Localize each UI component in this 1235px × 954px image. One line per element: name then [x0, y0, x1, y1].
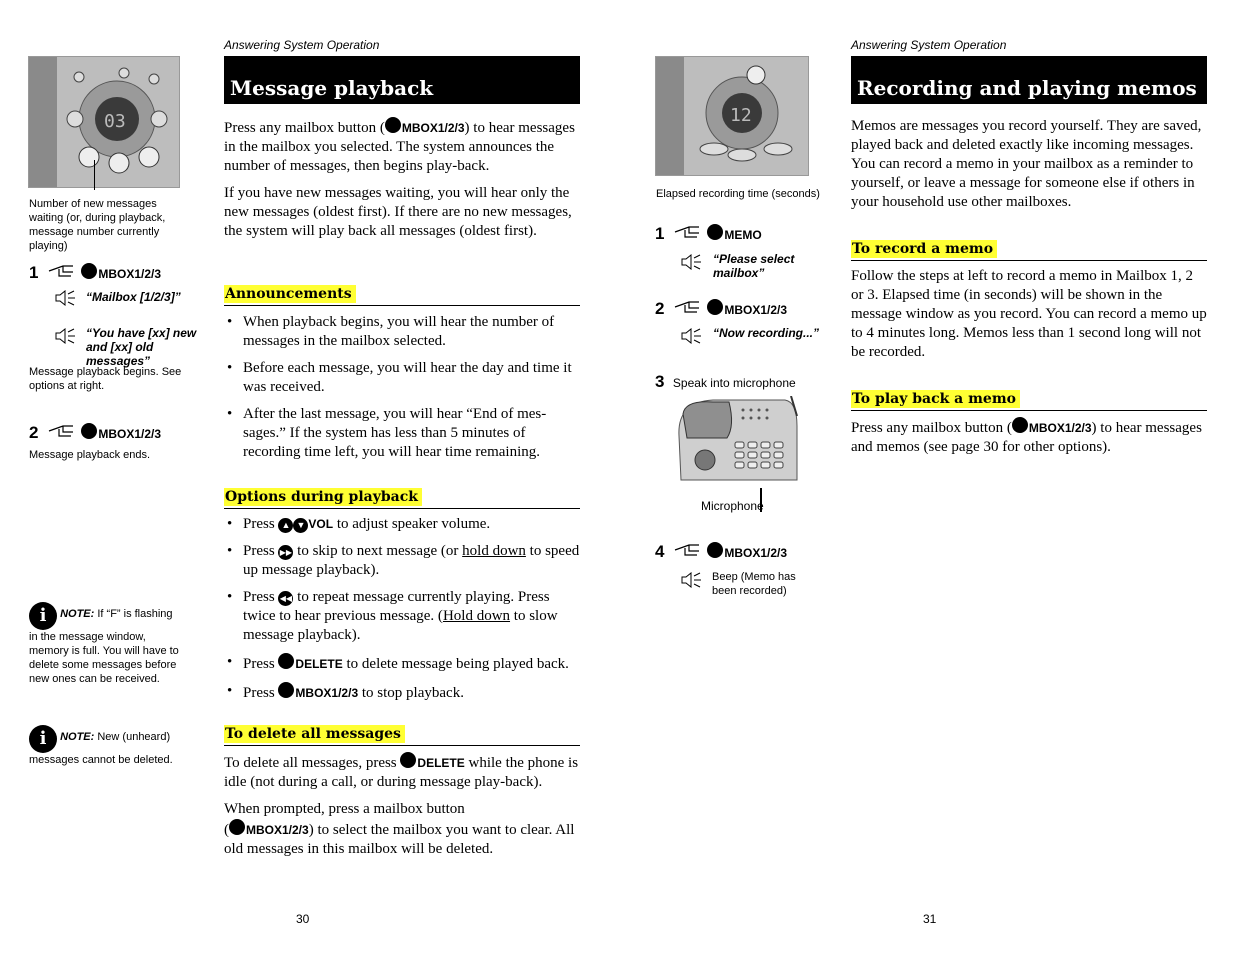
button-dot-icon — [707, 224, 723, 240]
section-heading-delete-all: To delete all messages — [224, 725, 580, 746]
options-list — [224, 515, 580, 711]
pointing-hand-icon — [47, 262, 77, 280]
announcement-mailbox: “Mailbox [1/2/3]” — [86, 290, 181, 304]
callout-line — [94, 160, 95, 190]
display-readout-right: 12 — [730, 105, 752, 126]
step-1-note: Message playback begins. See options at right. — [29, 366, 182, 392]
section-heading-record-memo: To record a memo — [851, 240, 1207, 261]
delete-all-text — [224, 752, 580, 867]
pointing-hand-icon — [47, 422, 77, 440]
phone-panel-image-left — [28, 56, 180, 188]
announcement-select-mailbox: “Please select mailbox” — [713, 252, 795, 280]
list-item: • When playback begins, you will hear the number of messages in the mailbox selected. — [224, 313, 580, 351]
step-2-left — [29, 422, 161, 443]
button-dot-icon — [81, 423, 97, 439]
intro-paragraph-1: Press any mailbox button ( MBOX1/2/3) to hear messages in the mailbox you selected. The system announces the number of messages, then begins play-back. — [224, 117, 580, 176]
record-memo-text: Follow the steps at left to record a memo in Mailbox 1, 2 or 3. Elapsed time (in seconds) will be shown in the message window as you record. You can record a memo up to 4 minutes long. Memos less than 1 second long will not be recorded. — [851, 268, 1207, 360]
step-3-right: 3 Speak into microphone — [655, 372, 796, 391]
intro-paragraph-2: If you have new messages waiting, you will hear only the new messages (oldest first). If there are no new messages, the system will play back all messages (oldest first). — [224, 185, 572, 239]
key-label: MBOX1/2/3 — [98, 427, 162, 441]
delete-all-paragraph-2: When prompted, press a mailbox button ( MBOX1/2/3) to select the mailbox you want to clear. All old messages in this mailbox will be deleted. — [224, 801, 575, 857]
running-head-left: Answering System Operation — [224, 38, 380, 52]
skip-icon: ▶▶ — [278, 545, 293, 560]
photo-caption-right: Elapsed recording time (seconds) — [656, 188, 820, 200]
page-title-right: Recording and playing memos — [851, 56, 1207, 104]
page-number-left: 30 — [296, 912, 310, 926]
section-heading-play-memo: To play back a memo — [851, 390, 1207, 411]
step-number: 1 — [29, 263, 39, 282]
list-item-repeat: • Press ◀◀ to repeat message currently playing. Press twice to hear previous message. (Hold down to slow message playback). — [224, 588, 580, 645]
step-4-right: 4 MBOX1/2/3 — [655, 542, 788, 561]
intro-paragraph-right: Memos are messages you record yourself. They are saved, played back and deleted exactly like incoming messages. You can record a memo in your mailbox as a reminder to yourself, or leave a message for someone else if others in your household use other mailboxes. — [851, 118, 1202, 210]
info-icon: i — [29, 602, 57, 630]
display-readout-left: 03 — [104, 111, 126, 132]
step-1-right: 1 MEMO — [655, 224, 762, 243]
key-label: MBOX1/2/3 — [98, 267, 162, 281]
announcement-now-recording: “Now recording...” — [713, 326, 820, 340]
speaker-icon — [680, 572, 702, 588]
microphone-caption: Microphone — [701, 499, 764, 513]
speaker-icon — [680, 328, 702, 344]
info-icon: i — [29, 725, 57, 753]
announcements-list — [224, 313, 580, 470]
button-dot-icon — [707, 299, 723, 315]
play-memo-text: Press any mailbox button ( MBOX1/2/3) to hear messages and memos (see page 30 for other options). — [851, 417, 1207, 457]
list-item-stop: • Press MBOX1/2/3 to stop playback. — [224, 682, 580, 703]
list-item-volume: • Press ▲ ▼ VOL to adjust speaker volume. — [224, 515, 580, 534]
pointing-hand-icon — [673, 223, 703, 241]
beep-note: Beep (Memo has been recorded) — [712, 571, 796, 597]
speaker-icon — [54, 328, 76, 344]
note-unheard: i NOTE: New (unheard) messages cannot be deleted. — [29, 725, 179, 767]
list-item: • After the last message, you will hear “End of mes-sages.” If the system has less than 5 minutes of recording time left, you will hear time remaining. — [224, 405, 580, 462]
volume-up-icon: ▲ — [278, 518, 293, 533]
list-item: • Before each message, you will hear the day and time it was received. — [224, 359, 580, 397]
section-heading-announcements: Announcements — [224, 285, 580, 306]
pointing-hand-icon — [673, 298, 703, 316]
volume-down-icon: ▼ — [293, 518, 308, 533]
page-title-left: Message playback — [224, 56, 580, 104]
pointing-hand-icon — [673, 541, 703, 559]
announcement-count: “You have [xx] new and [xx] old messages” — [86, 326, 197, 368]
repeat-icon: ◀◀ — [278, 591, 293, 606]
step-2-note: Message playback ends. — [29, 449, 151, 461]
main-column-left — [224, 117, 580, 249]
list-item-delete: • Press DELETE to delete message being played back. — [224, 653, 580, 674]
delete-all-paragraph-1: To delete all messages, press DELETE while the phone is idle (not during a call, or during message play-back). — [224, 752, 580, 792]
section-heading-options: Options during playback — [224, 488, 580, 509]
speaker-icon — [680, 254, 702, 270]
step-number: 2 — [29, 423, 39, 442]
page-number-right: 31 — [923, 912, 937, 926]
base-unit-image — [673, 396, 803, 486]
speaker-icon — [54, 290, 76, 306]
running-head-right: Answering System Operation — [851, 38, 1007, 52]
step-2-right: 2 MBOX1/2/3 — [655, 299, 788, 318]
button-dot-icon — [707, 542, 723, 558]
phone-panel-image-right — [655, 56, 809, 176]
button-dot-icon — [81, 263, 97, 279]
step-1-left — [29, 262, 161, 283]
photo-caption-left: Number of new messages waiting (or, during playback, message number currently playing) — [29, 198, 166, 252]
list-item-skip: • Press ▶▶ to skip to next message (or hold down to speed up message playback). — [224, 542, 580, 580]
note-memory-full: i NOTE: If “F” is flashing in the message window, memory is full. You will have to delete some messages before new ones can be received. — [29, 602, 181, 686]
